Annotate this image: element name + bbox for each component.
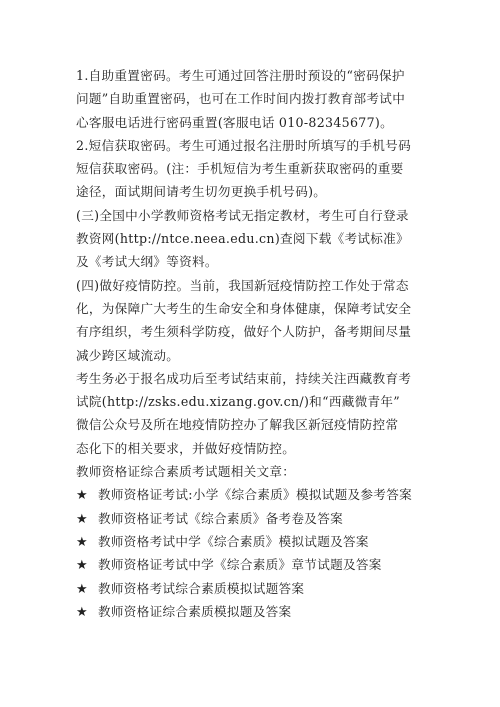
- text-line: 及《考试大纲》等资料。: [76, 254, 218, 270]
- text-line: 考生务必于报名成功后至考试结束前，持续关注西藏教育考: [76, 370, 412, 386]
- related-article-link[interactable]: 教师资格考试综合素质模拟试题答案: [98, 580, 305, 596]
- related-articles-heading: 教师资格证综合素质考试题相关文章：: [76, 464, 296, 480]
- text-line: 途径，面试期间请考生切勿更换手机号码)。: [76, 184, 327, 200]
- text-line: 1.自助重置密码。考生可通过回答注册时预设的“密码保护: [76, 68, 405, 83]
- paragraph-notice: [76, 367, 438, 460]
- star-icon: ★: [76, 604, 88, 620]
- text-line: 有序组织，考生须科学防疫，做好个人防护，备考期间尽量: [76, 324, 412, 340]
- related-article-item[interactable]: [76, 577, 438, 600]
- star-icon: ★: [76, 581, 88, 597]
- text-line: 教资网(http://ntce.neea.edu.cn)查阅下载《考试标准》: [76, 231, 409, 247]
- related-article-item[interactable]: [76, 600, 438, 623]
- text-line: (三)全国中小学教师资格考试无指定教材，考生可自行登录: [76, 207, 409, 223]
- paragraph-reset-password: [76, 64, 438, 134]
- related-article-link[interactable]: 教师资格证综合素质模拟题及答案: [98, 603, 292, 619]
- star-icon: ★: [76, 511, 88, 527]
- related-article-link[interactable]: 教师资格证考试:小学《综合素质》模拟试题及参考答案: [98, 487, 412, 503]
- text-line: 短信获取密码。(注：手机短信为考生重新获取密码的重要: [76, 161, 404, 177]
- related-article-item[interactable]: [76, 530, 438, 553]
- text-line: 化，为保障广大考生的生命安全和身体健康，保障考试安全: [76, 300, 412, 316]
- document-body: [76, 64, 438, 623]
- related-article-link[interactable]: 教师资格证考试《综合素质》备考卷及答案: [98, 510, 343, 526]
- related-article-link[interactable]: 教师资格考试中学《综合素质》模拟试题及答案: [98, 533, 369, 549]
- paragraph-textbook-info: [76, 204, 438, 274]
- star-icon: ★: [76, 534, 88, 550]
- star-icon: ★: [76, 488, 88, 504]
- text-line: (四)做好疫情防控。当前，我国新冠疫情防控工作处于常态: [76, 277, 409, 293]
- related-article-link[interactable]: 教师资格证考试中学《综合素质》章节试题及答案: [98, 557, 382, 573]
- text-line: 2.短信获取密码。考生可通过报名注册时所填写的手机号码: [76, 137, 411, 153]
- related-article-item[interactable]: [76, 507, 438, 530]
- text-line: 试院(http://zsks.edu.xizang.gov.cn/)和“西藏微青年”: [76, 394, 401, 410]
- star-icon: ★: [76, 558, 88, 574]
- text-line: 心客服电话进行密码重置(客服电话 010-82345677)。: [76, 114, 394, 130]
- related-article-item[interactable]: [76, 483, 438, 506]
- paragraph-epidemic-prevention: [76, 274, 438, 367]
- related-articles-list: [76, 483, 438, 623]
- paragraph-sms-password: [76, 134, 438, 204]
- text-line: 问题”自助重置密码，也可在工作时间内拨打教育部考试中: [76, 91, 406, 107]
- text-line: 态化下的相关要求，并做好疫情防控。: [76, 440, 296, 456]
- related-article-item[interactable]: [76, 553, 438, 576]
- text-line: 微信公众号及所在地疫情防控办了解我区新冠疫情防控常: [76, 417, 399, 433]
- text-line: 减少跨区域流动。: [76, 347, 180, 363]
